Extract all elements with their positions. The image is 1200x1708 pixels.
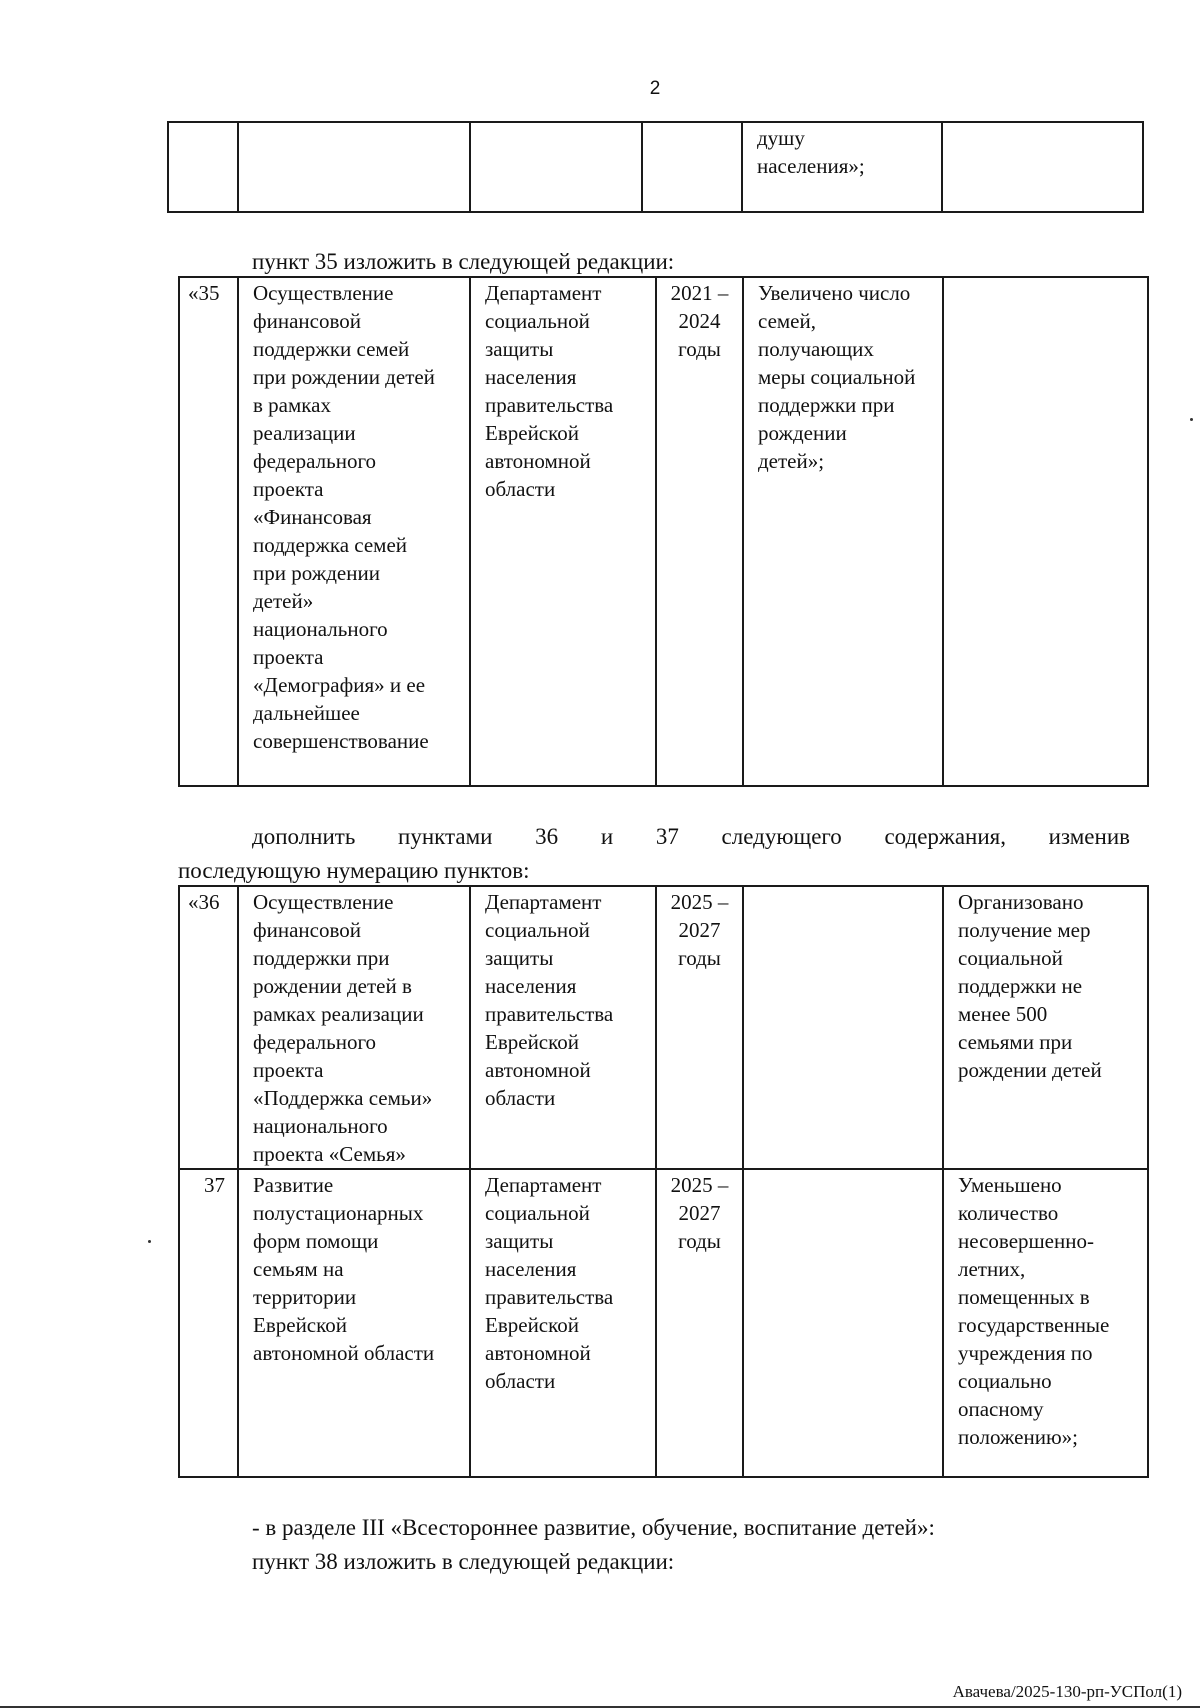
implementation-period: 2021 – 2024 годы: [656, 277, 743, 786]
measure-name: Осуществление финансовой поддержки семей при рождении детей в рамках реализации федерального проекта «Финансовая поддержка семей при рождении детей» национального проекта «Демография» и ее дальнейшее совершенствование: [238, 277, 470, 786]
page-number: 2: [649, 78, 661, 99]
instruction-item-38: пункт 38 изложить в следующей редакции:: [252, 1549, 675, 1574]
expected-result: Уменьшено количество несовершенно- летних, помещенных в государственные учреждения по социально опасному положению»;: [943, 1169, 1148, 1477]
instruction-items-36-37-line1: дополнить пунктами 36 и 37 следующего содержания, изменив: [252, 824, 1130, 849]
table-cell: [470, 122, 642, 212]
fragment-table: [167, 121, 1144, 213]
item-number: 37: [179, 1169, 238, 1477]
table-cell: [942, 122, 1143, 212]
instruction-item-35: пункт 35 изложить в следующей редакции:: [252, 249, 675, 274]
table-items-36-37: [178, 885, 1149, 1478]
item-number: «36: [179, 886, 238, 1169]
implementation-period: 2025 – 2027 годы: [656, 1169, 743, 1477]
table-cell: душу населения»;: [742, 122, 942, 212]
table-row: [179, 277, 1148, 786]
table-row: [179, 886, 1148, 1169]
section-heading-line: - в разделе III «Всестороннее развитие, обучение, воспитание детей»:: [252, 1515, 935, 1540]
table-cell: [743, 1169, 943, 1477]
responsible-executor: Департамент социальной защиты населения правительства Еврейской автономной области: [470, 886, 656, 1169]
table-row: [168, 122, 1143, 212]
expected-result: Увеличено число семей, получающих меры социальной поддержки при рождении детей»;: [743, 277, 943, 786]
table-cell: [743, 886, 943, 1169]
measure-name: Осуществление финансовой поддержки при рождении детей в рамках реализации федерального проекта «Поддержка семьи» национального проекта «Семья»: [238, 886, 470, 1169]
item-number: «35: [179, 277, 238, 786]
table-cell: [168, 122, 238, 212]
instruction-items-36-37-line2: последующую нумерацию пунктов:: [178, 858, 530, 883]
scan-speck: [148, 1240, 151, 1243]
table-cell: [238, 122, 470, 212]
table-cell: [642, 122, 742, 212]
table-item-35: [178, 276, 1149, 787]
table-row: [179, 1169, 1148, 1477]
responsible-executor: Департамент социальной защиты населения правительства Еврейской автономной области: [470, 1169, 656, 1477]
responsible-executor: Департамент социальной защиты населения правительства Еврейской автономной области: [470, 277, 656, 786]
implementation-period: 2025 – 2027 годы: [656, 886, 743, 1169]
scan-speck: [1190, 418, 1193, 421]
document-code: Авачева/2025-130-рп-УСПол(1): [952, 1682, 1182, 1701]
measure-name: Развитие полустационарных форм помощи семьям на территории Еврейской автономной области: [238, 1169, 470, 1477]
expected-result: Организовано получение мер социальной поддержки не менее 500 семьями при рождении детей: [943, 886, 1148, 1169]
table-cell: [943, 277, 1148, 786]
